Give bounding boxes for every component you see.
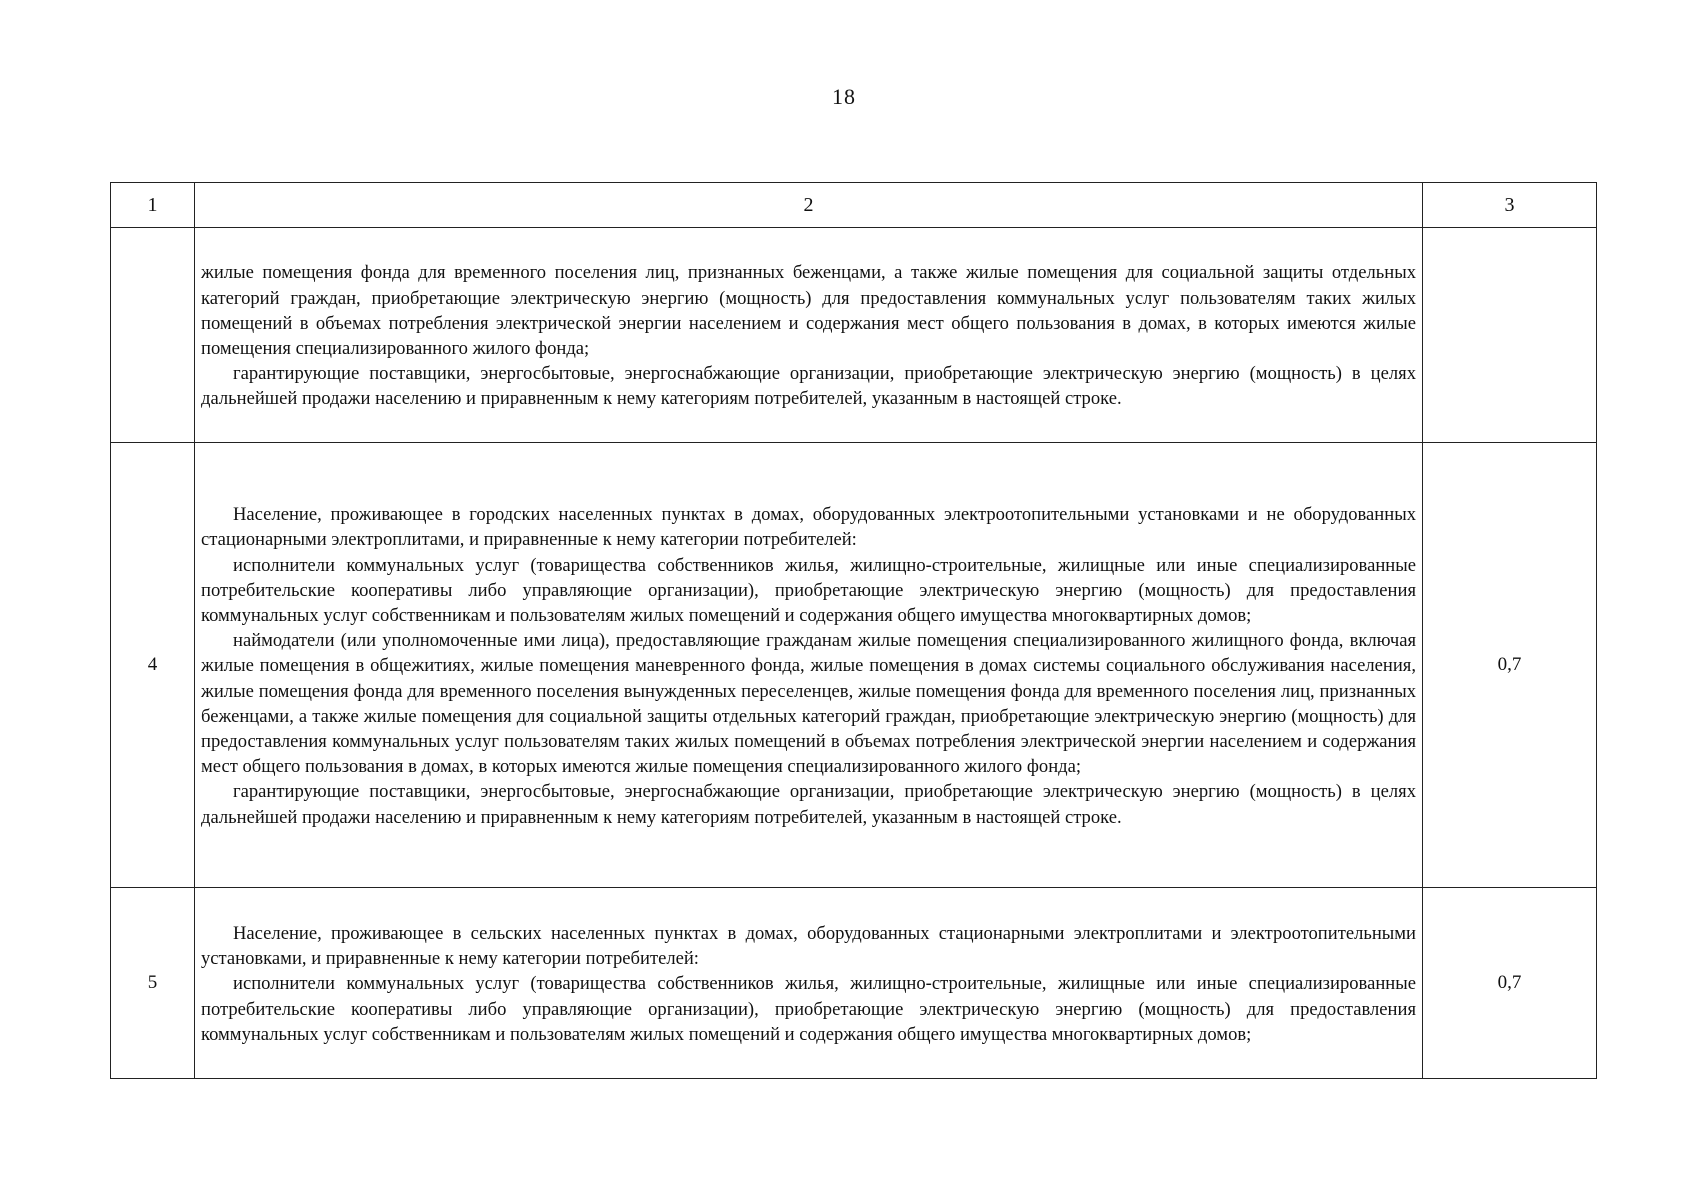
row-description-cell (195, 443, 1423, 888)
row-paragraph: Население, проживающее в городских населенных пунктах в домах, оборудованных электроотопительными установками и не оборудованных стационарными электроплитами, и приравненные к нему категории потребителей: (201, 504, 1416, 551)
row-paragraph: исполнители коммунальных услуг (товарищества собственников жилья, жилищно-строительные, жилищные или иные специализированные потребительские кооперативы либо управляющие организации), приобретающие электрическую энергию (мощность) для предоставления коммунальных услуг собственникам и пользователям жилых помещений и содержания общего имущества многоквартирных домов; (201, 973, 1416, 1045)
row-paragraph: исполнители коммунальных услуг (товарищества собственников жилья, жилищно-строительные, жилищные или иные специализированные потребительские кооперативы либо управляющие организации), приобретающие электрическую энергию (мощность) для предоставления коммунальных услуг собственникам и пользователям жилых помещений и содержания общего имущества многоквартирных домов; (201, 554, 1416, 626)
row-value-cell: 0,7 (1423, 443, 1597, 888)
row-description-cell (195, 228, 1423, 443)
row-paragraph: наймодатели (или уполномоченные ими лица), предоставляющие гражданам жилые помещения специализированного жилищного фонда, включая жилые помещения в общежитиях, жилые помещения маневренного фонда, жилые помещения в домах системы социального обслуживания населения, жилые помещения фонда для временного поселения вынужденных переселенцев, жилые помещения фонда для временного поселения лиц, признанных беженцами, а также жилые помещения для социальной защиты отдельных категорий граждан, приобретающие электрическую энергию (мощность) для предоставления коммунальных услуг пользователям таких жилых помещений в объемах потребления электрической энергии населением и содержания мест общего пользования в домах, в которых имеются жилые помещения специализированного жилого фонда; (201, 630, 1416, 778)
header-col-3: 3 (1423, 183, 1597, 228)
table-row-5 (111, 888, 1597, 1079)
table-row-continuation (111, 228, 1597, 443)
row-number-cell (111, 228, 195, 443)
row-paragraph: Население, проживающее в сельских населенных пунктах в домах, оборудованных стационарными электроплитами и электроотопительными установками, и приравненные к нему категории потребителей: (201, 922, 1416, 970)
tariff-table (110, 182, 1597, 1079)
header-col-2: 2 (195, 183, 1423, 228)
header-col-1: 1 (111, 183, 195, 228)
table-header-row (111, 183, 1597, 228)
row-number-cell: 4 (111, 443, 195, 888)
row-paragraph: гарантирующие поставщики, энергосбытовые, энергоснабжающие организации, приобретающие электрическую энергию (мощность) в целях дальнейшей продажи населению и приравненным к нему категориям потребителей, указанным в настоящей строке. (201, 781, 1416, 828)
page-number: 18 (832, 84, 856, 109)
row-paragraph: гарантирующие поставщики, энергосбытовые, энергоснабжающие организации, приобретающие электрическую энергию (мощность) в целях дальнейшей продажи населению и приравненным к нему категориям потребителей, указанным в настоящей строке. (201, 363, 1416, 410)
row-number-cell: 5 (111, 888, 195, 1079)
row-value-cell: 0,7 (1423, 888, 1597, 1079)
row-value-cell (1423, 228, 1597, 443)
table-row-4 (111, 443, 1597, 888)
row-paragraph: жилые помещения фонда для временного поселения лиц, признанных беженцами, а также жилые помещения для социальной защиты отдельных категорий граждан, приобретающие электрическую энергию (мощность) для предоставления коммунальных услуг пользователям таких жилых помещений в объемах потребления электрической энергии населением и содержания мест общего пользования в домах, в которых имеются жилые помещения специализированного жилого фонда; (201, 262, 1416, 359)
row-description-cell (195, 888, 1423, 1079)
